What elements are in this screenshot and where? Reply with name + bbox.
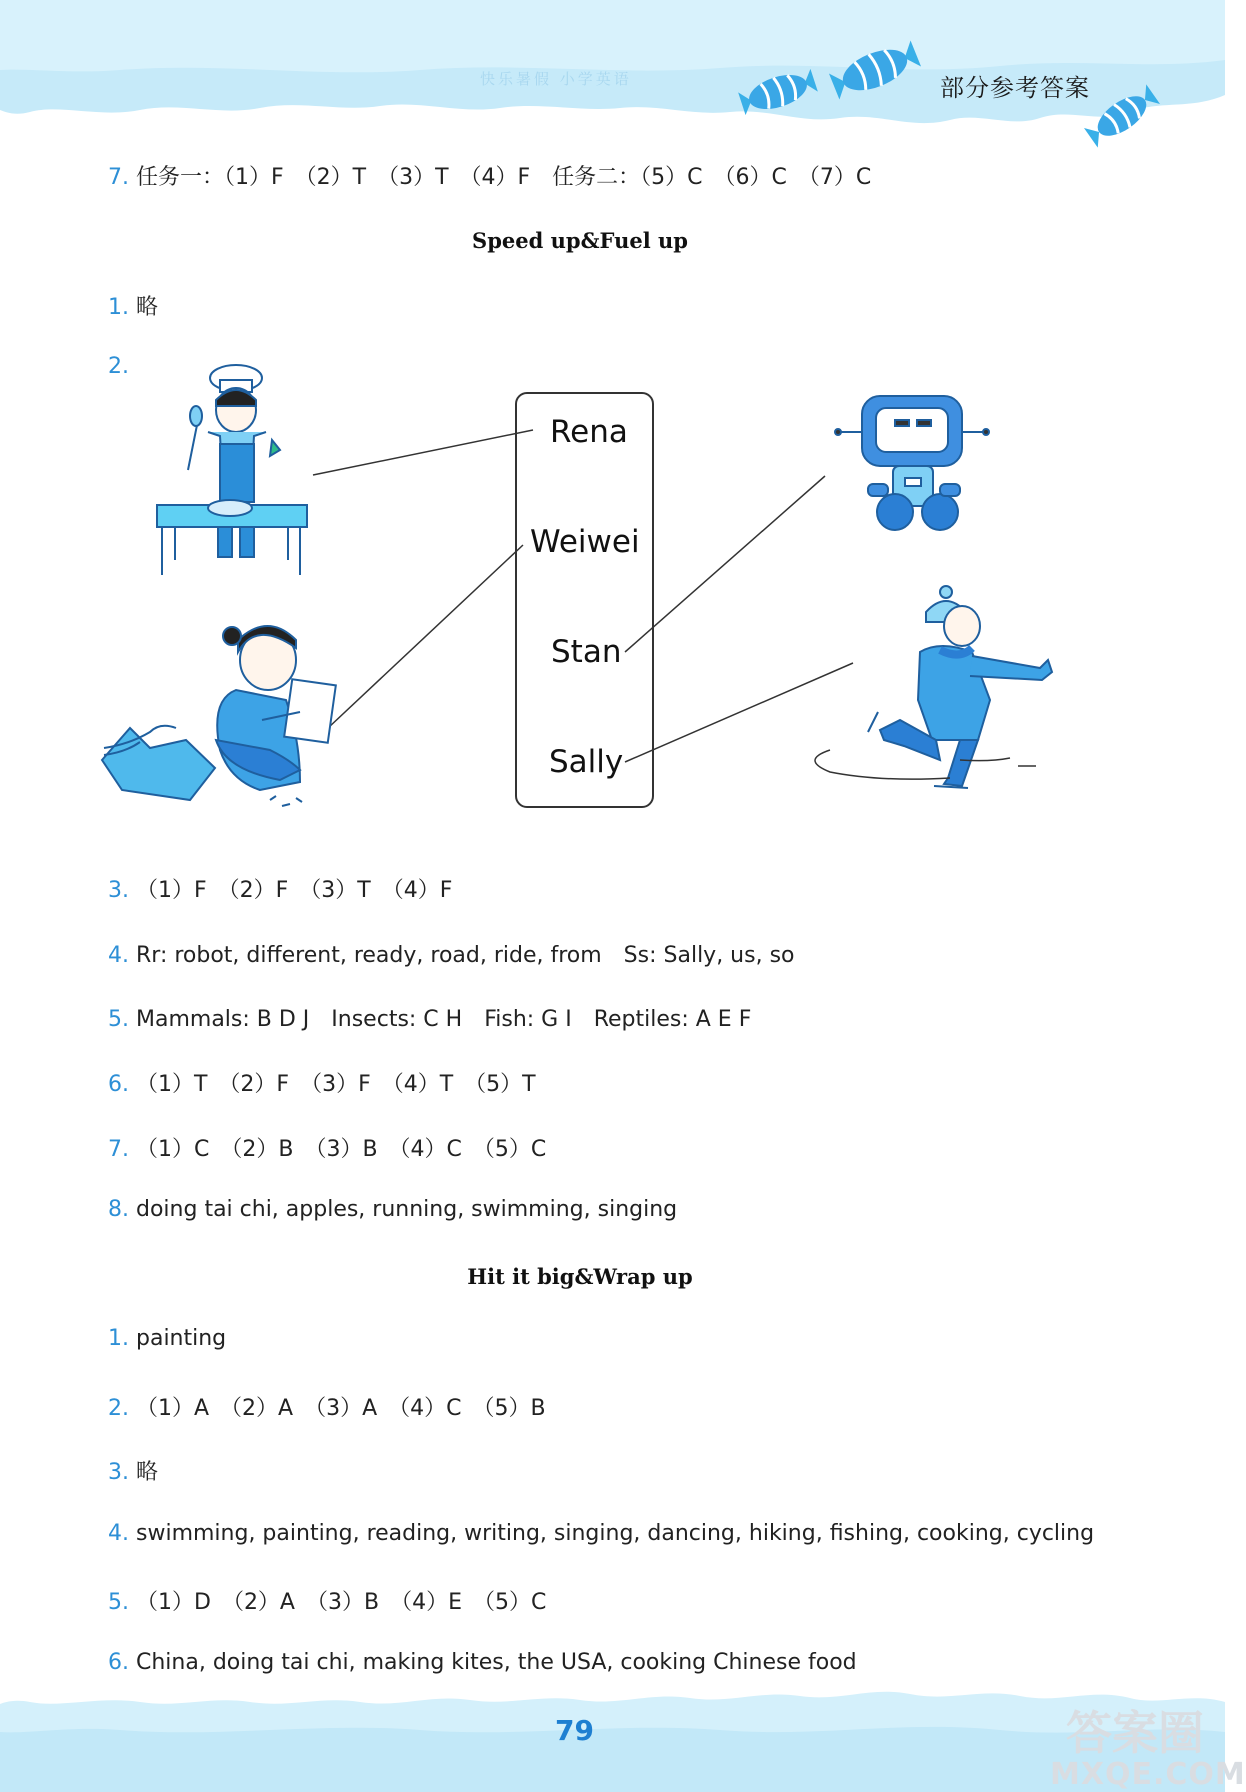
answer-s2-q4 [108,1521,1094,1546]
answer-s2-q1 [108,1326,226,1351]
answer-number: 6. [108,1072,129,1097]
answer-s1-q7 [108,1132,546,1163]
answer-text: 略 [136,295,159,320]
name-stan: Stan [551,634,622,670]
answer-s2-q2 [108,1391,546,1422]
answer-s1-q4 [108,938,795,969]
watermark [1050,1706,1246,1792]
section-title-hit-it-big: Hit it big&Wrap up [467,1264,693,1289]
answer-text: 略 [136,1460,159,1485]
answer-text: doing tai chi, apples, running, swimming, singing [136,1197,678,1222]
match-line-sally [625,663,853,762]
answer-s1-q6 [108,1067,536,1098]
match-line-rena [313,430,533,475]
answer-text: （1）F （2）F （3）T （4）F [136,878,453,903]
answer-text: （1）D （2）A （3）B （4）E （5）C [136,1590,547,1615]
name-sally: Sally [549,744,624,780]
answer-s1-q8 [108,1197,677,1222]
skating-girl-illustration [815,586,1052,788]
chef-girl-illustration [157,365,307,575]
answer-number: 2. [108,354,129,379]
answer-number: 5. [108,1590,129,1615]
name-weiwei: Weiwei [530,524,640,560]
answer-number: 7. [108,1137,129,1162]
answer-text: China, doing tai chi, making kites, the USA, cooking Chinese food [136,1650,857,1675]
answer-number: 1. [108,1326,129,1351]
answer-s2-q3 [108,1455,158,1486]
watermark-line2: MXQE.COM [1050,1757,1246,1792]
answer-number: 7. [108,165,129,190]
answer-s2-q5 [108,1585,546,1616]
answer-number: 8. [108,1197,129,1222]
answer-number: 3. [108,1460,129,1485]
answer-number: 5. [108,1007,129,1032]
answer-text: painting [136,1326,227,1351]
answer-text: 任务一：（1）F （2）T （3）T （4）F 任务二：（5）C （6）C （7）C [136,165,872,190]
answer-number: 4. [108,943,129,968]
page-number: 79 [555,1714,594,1747]
answer-s1-q5 [108,1002,751,1033]
bottom-wave-band [0,1662,1246,1792]
section-title-speed-up: Speed up&Fuel up [472,228,688,253]
answer-number: 2. [108,1396,129,1421]
answer-text: （1）A （2）A （3）A （4）C （5）B [136,1396,546,1421]
answer-text: （1）C （2）B （3）B （4）C （5）C [136,1137,547,1162]
match-line-stan [625,476,825,652]
answer-number: 3. [108,878,129,903]
kite-girl-illustration [102,626,336,806]
answer-text: Mammals: B D J Insects: C H Fish: G I Reptiles: A E F [136,1007,752,1032]
answer-text: Rr: robot, different, ready, road, ride, from Ss: Sally, us, so [136,943,795,968]
answer-text: swimming, painting, reading, writing, singing, dancing, hiking, fishing, cooking, cycling [136,1521,1095,1546]
name-rena: Rena [550,414,628,450]
answer-number: 4. [108,1521,129,1546]
answer-number: 6. [108,1650,129,1675]
robot-illustration [835,396,989,530]
header-faint-subtitle: 快乐暑假 小学英语 [480,70,632,88]
answer-s1-q3 [108,873,452,904]
answer-text: （1）T （2）F （3）F （4）T （5）T [136,1072,536,1097]
header-title: 部分参考答案 [940,74,1090,102]
answer-number: 1. [108,295,129,320]
watermark-line1: 答案圈 [1066,1706,1204,1760]
match-line-weiwei [328,545,523,728]
